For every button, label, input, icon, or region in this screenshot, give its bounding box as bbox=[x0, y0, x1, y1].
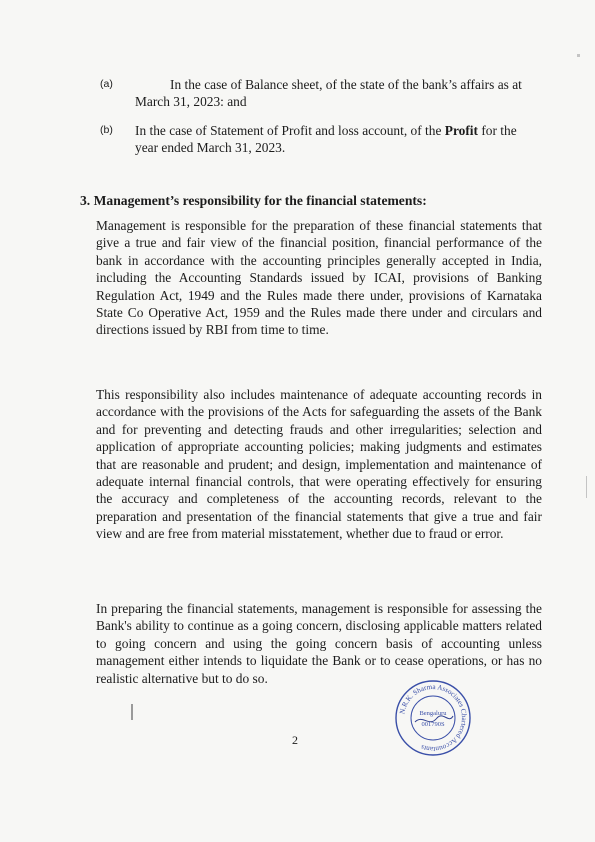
paragraph-accounting-records: This responsibility also includes maintenance of adequate accounting records in accordance with the provisions of the Acts for safeguarding the assets of the Bank and for preventing and detecting frauds and other irregularities; selection and application of appropriate accounting policies; making judgments and estimates that are reasonable and prudent; and design, implementation and maintenance of adequate internal financial controls, that were operating effectively for ensuring the accuracy and completeness of the accounting records, relevant to the preparation and presentation of the financial statements that give a true and fair view and are free from material misstatement, whether due to fraud or error. bbox=[96, 387, 542, 542]
list-item-b-continuation: year ended March 31, 2023. bbox=[135, 140, 286, 155]
page-number: 2 bbox=[292, 733, 298, 747]
firm-seal-stamp bbox=[393, 678, 473, 758]
scan-artifact-mark bbox=[577, 54, 580, 57]
list-marker-b: (b) bbox=[100, 124, 113, 136]
list-marker-a: (a) bbox=[100, 78, 113, 90]
stamp-center-id: 001790S bbox=[421, 721, 445, 728]
scan-artifact-mark bbox=[131, 704, 133, 720]
list-item-a-continuation: March 31, 2023: and bbox=[135, 94, 247, 109]
stamp-center-text: Bengaluru bbox=[419, 710, 447, 717]
list-item-a-text: In the case of Balance sheet, of the state of the bank’s affairs as at bbox=[170, 77, 522, 92]
scan-artifact-mark bbox=[586, 476, 587, 498]
list-item-b-text-before: In the case of Statement of Profit and loss account, of the bbox=[135, 123, 445, 138]
paragraph-going-concern: In preparing the financial statements, management is responsible for assessing the Bank's ability to continue as a going concern, disclosing applicable matters related to going concern and using the going concern basis of accounting unless management either intends to liquidate the Bank or to cease operations, or has no realistic alternative but to do so. bbox=[96, 601, 542, 686]
list-item-b-text-after: for the bbox=[477, 123, 517, 138]
list-item-b-bold-word: Profit bbox=[444, 123, 478, 138]
paragraph-management-responsibility: Management is responsible for the preparation of these financial statements that give a true and fair view of the financial position, financial performance of the bank in accordance with the accounting principles generally accepted in India, including the Accounting Standards issued by ICAI, provisions of Banking Regulation Act, 1949 and the Rules made there under, provisions of Karnataka State Co Operative Act, 1959 and the Rules made there under and circulars and directions issued by RBI from time to time. bbox=[96, 218, 542, 338]
list-item-b-text bbox=[135, 122, 517, 140]
section-heading: 3. Management’s responsibility for the financial statements: bbox=[80, 193, 427, 208]
stamp-ring-text: N.R.K. Sharma Associates Chartered Accountants bbox=[398, 682, 469, 754]
